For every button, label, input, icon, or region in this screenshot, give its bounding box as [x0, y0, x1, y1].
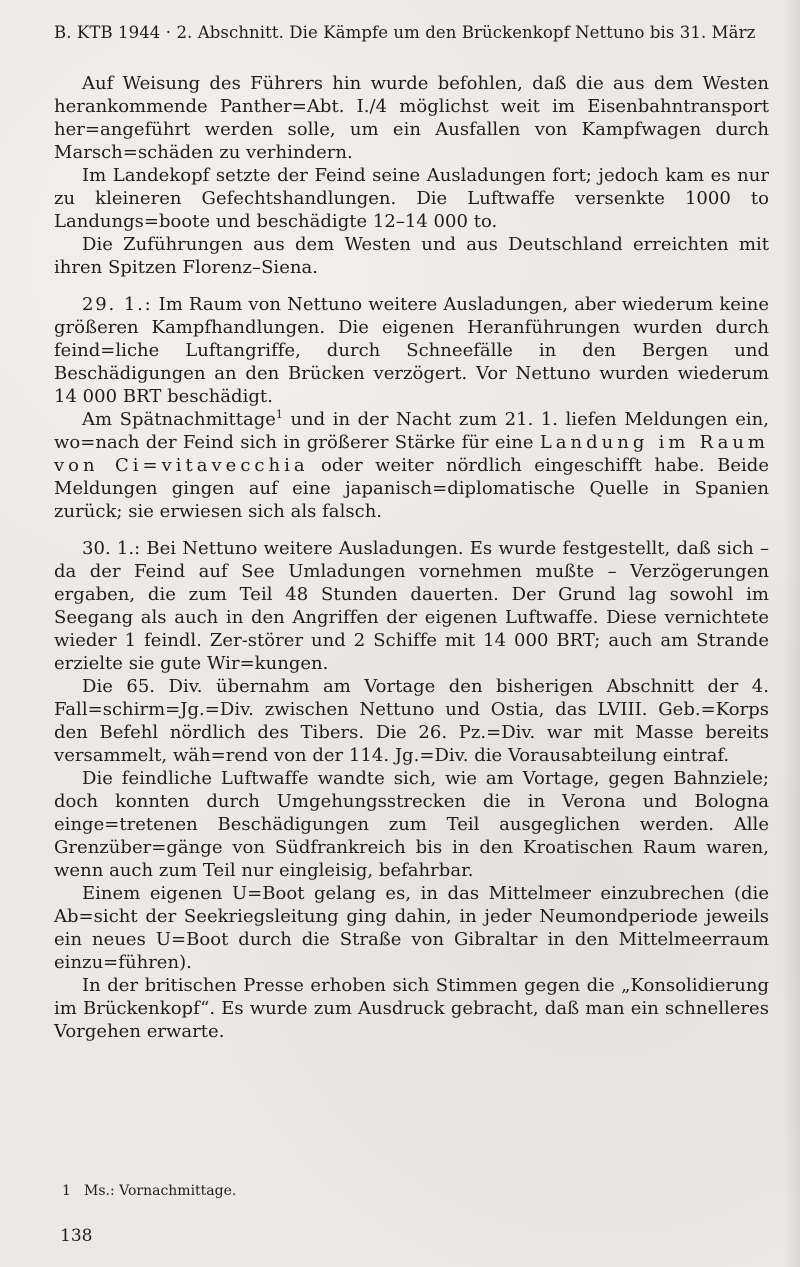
- paragraph-5-part-c: oder weiter nördlich eingeschifft habe. Beide Meldungen gingen auf eine japanisch=diplomatische Quelle in Spanien zurück; sie erwiesen sich als falsch.: [54, 455, 770, 522]
- footnote-reference: 1: [275, 408, 283, 421]
- paragraph-10: In der britischen Presse erhoben sich Stimmen gegen die „Konsolidierung im Brückenkopf“. Es wurde zum Ausdruck gebracht, daß man ein schnelleres Vorgehen erwarte.: [54, 975, 769, 1042]
- paragraph-4-text: Im Raum von Nettuno weitere Ausladungen, aber wiederum keine größeren Kampfhandlungen. Die eigenen Heranführungen wurden durch feind=liche Luftangriffe, durch Schneefälle in den Bergen und Beschädigungen an den Brücken verzögert. Vor Nettuno wurden wiederum 14 000 BRT beschädigt.: [54, 294, 769, 407]
- paragraph-8: Die feindliche Luftwaffe wandte sich, wie am Vortage, gegen Bahnziele; doch konnten durch Umgehungsstrecken die in Verona und Bologna einge=tretenen Beschädigungen zum Teil ausgeglichen werden. Alle Grenzüber=gänge von Südfrankreich bis in den Kroatischen Raum waren, wenn auch zum Teil nur eingleisig, befahrbar.: [54, 768, 769, 881]
- date-label-29-1: 29. 1.:: [82, 294, 153, 315]
- footnote-number: 1: [62, 1183, 71, 1199]
- paragraph-9: Einem eigenen U=Boot gelang es, in das Mittelmeer einzubrechen (die Ab=sicht der Seekriegsleitung ging dahin, in jeder Neumondperiode jeweils ein neues U=Boot durch die Straße von Gibraltar in den Mittelmeerraum einzu=führen).: [54, 883, 769, 973]
- page-edge-shadow: [782, 0, 800, 1267]
- paragraph-5-part-b: und in der Nacht zum 21. 1. liefen Meldungen ein, wo=nach der Feind sich in größerer Stärke für eine: [54, 409, 769, 453]
- paragraph-7: Die 65. Div. übernahm am Vortage den bisherigen Abschnitt der 4. Fall=schirm=Jg.=Div. zwischen Nettuno und Ostia, das LVIII. Geb.=Korps den Befehl nördlich des Tibers. Die 26. Pz.=Div. war mit Masse bereits versammelt, wäh=rend von der 114. Jg.=Div. die Vorausabteilung eintraf.: [54, 676, 769, 766]
- paragraph-4: [54, 293, 769, 408]
- spaced-emphasis: Landung im Raum von Ci=vitavecchia: [54, 432, 770, 476]
- main-text: [54, 72, 769, 1043]
- page-number: 138: [60, 1226, 93, 1246]
- paragraph-3: Die Zuführungen aus dem Westen und aus Deutschland erreichten mit ihren Spitzen Florenz–Siena.: [54, 234, 769, 278]
- footnote-text: Ms.: Vornachmittage.: [84, 1183, 237, 1199]
- running-head: B. KTB 1944 · 2. Abschnitt. Die Kämpfe um den Brückenkopf Nettuno bis 31. März: [54, 23, 756, 42]
- footnote: [62, 1182, 762, 1200]
- paragraph-1: Auf Weisung des Führers hin wurde befohlen, daß die aus dem Westen herankommende Panther=Abt. I./4 möglichst weit im Eisenbahntransport her=angeführt werden solle, um ein Ausfallen von Kampfwagen durch Marsch=schäden zu verhindern.: [54, 73, 769, 163]
- paragraph-5-part-a: Am Spätnachmittage: [82, 409, 276, 430]
- paragraph-2: Im Landekopf setzte der Feind seine Ausladungen fort; jedoch kam es nur zu kleineren Gefechtshandlungen. Die Luftwaffe versenkte 1000 to Landungs=boote und beschädigte 12–14 000 to.: [54, 165, 769, 232]
- paragraph-5: [54, 408, 769, 523]
- paragraph-6: 30. 1.: Bei Nettuno weitere Ausladungen. Es wurde festgestellt, daß sich – da der Feind auf See Umladungen vornehmen mußte – Verzögerungen ergaben, die zum Teil 48 Stunden dauerten. Der Grund lag sowohl im Seegang als auch in den Angriffen der eigenen Luftwaffe. Diese vernichtete wieder 1 feindl. Zer-störer und 2 Schiffe mit 14 000 BRT; auch am Strande erzielte sie gute Wir=kungen.: [54, 538, 769, 674]
